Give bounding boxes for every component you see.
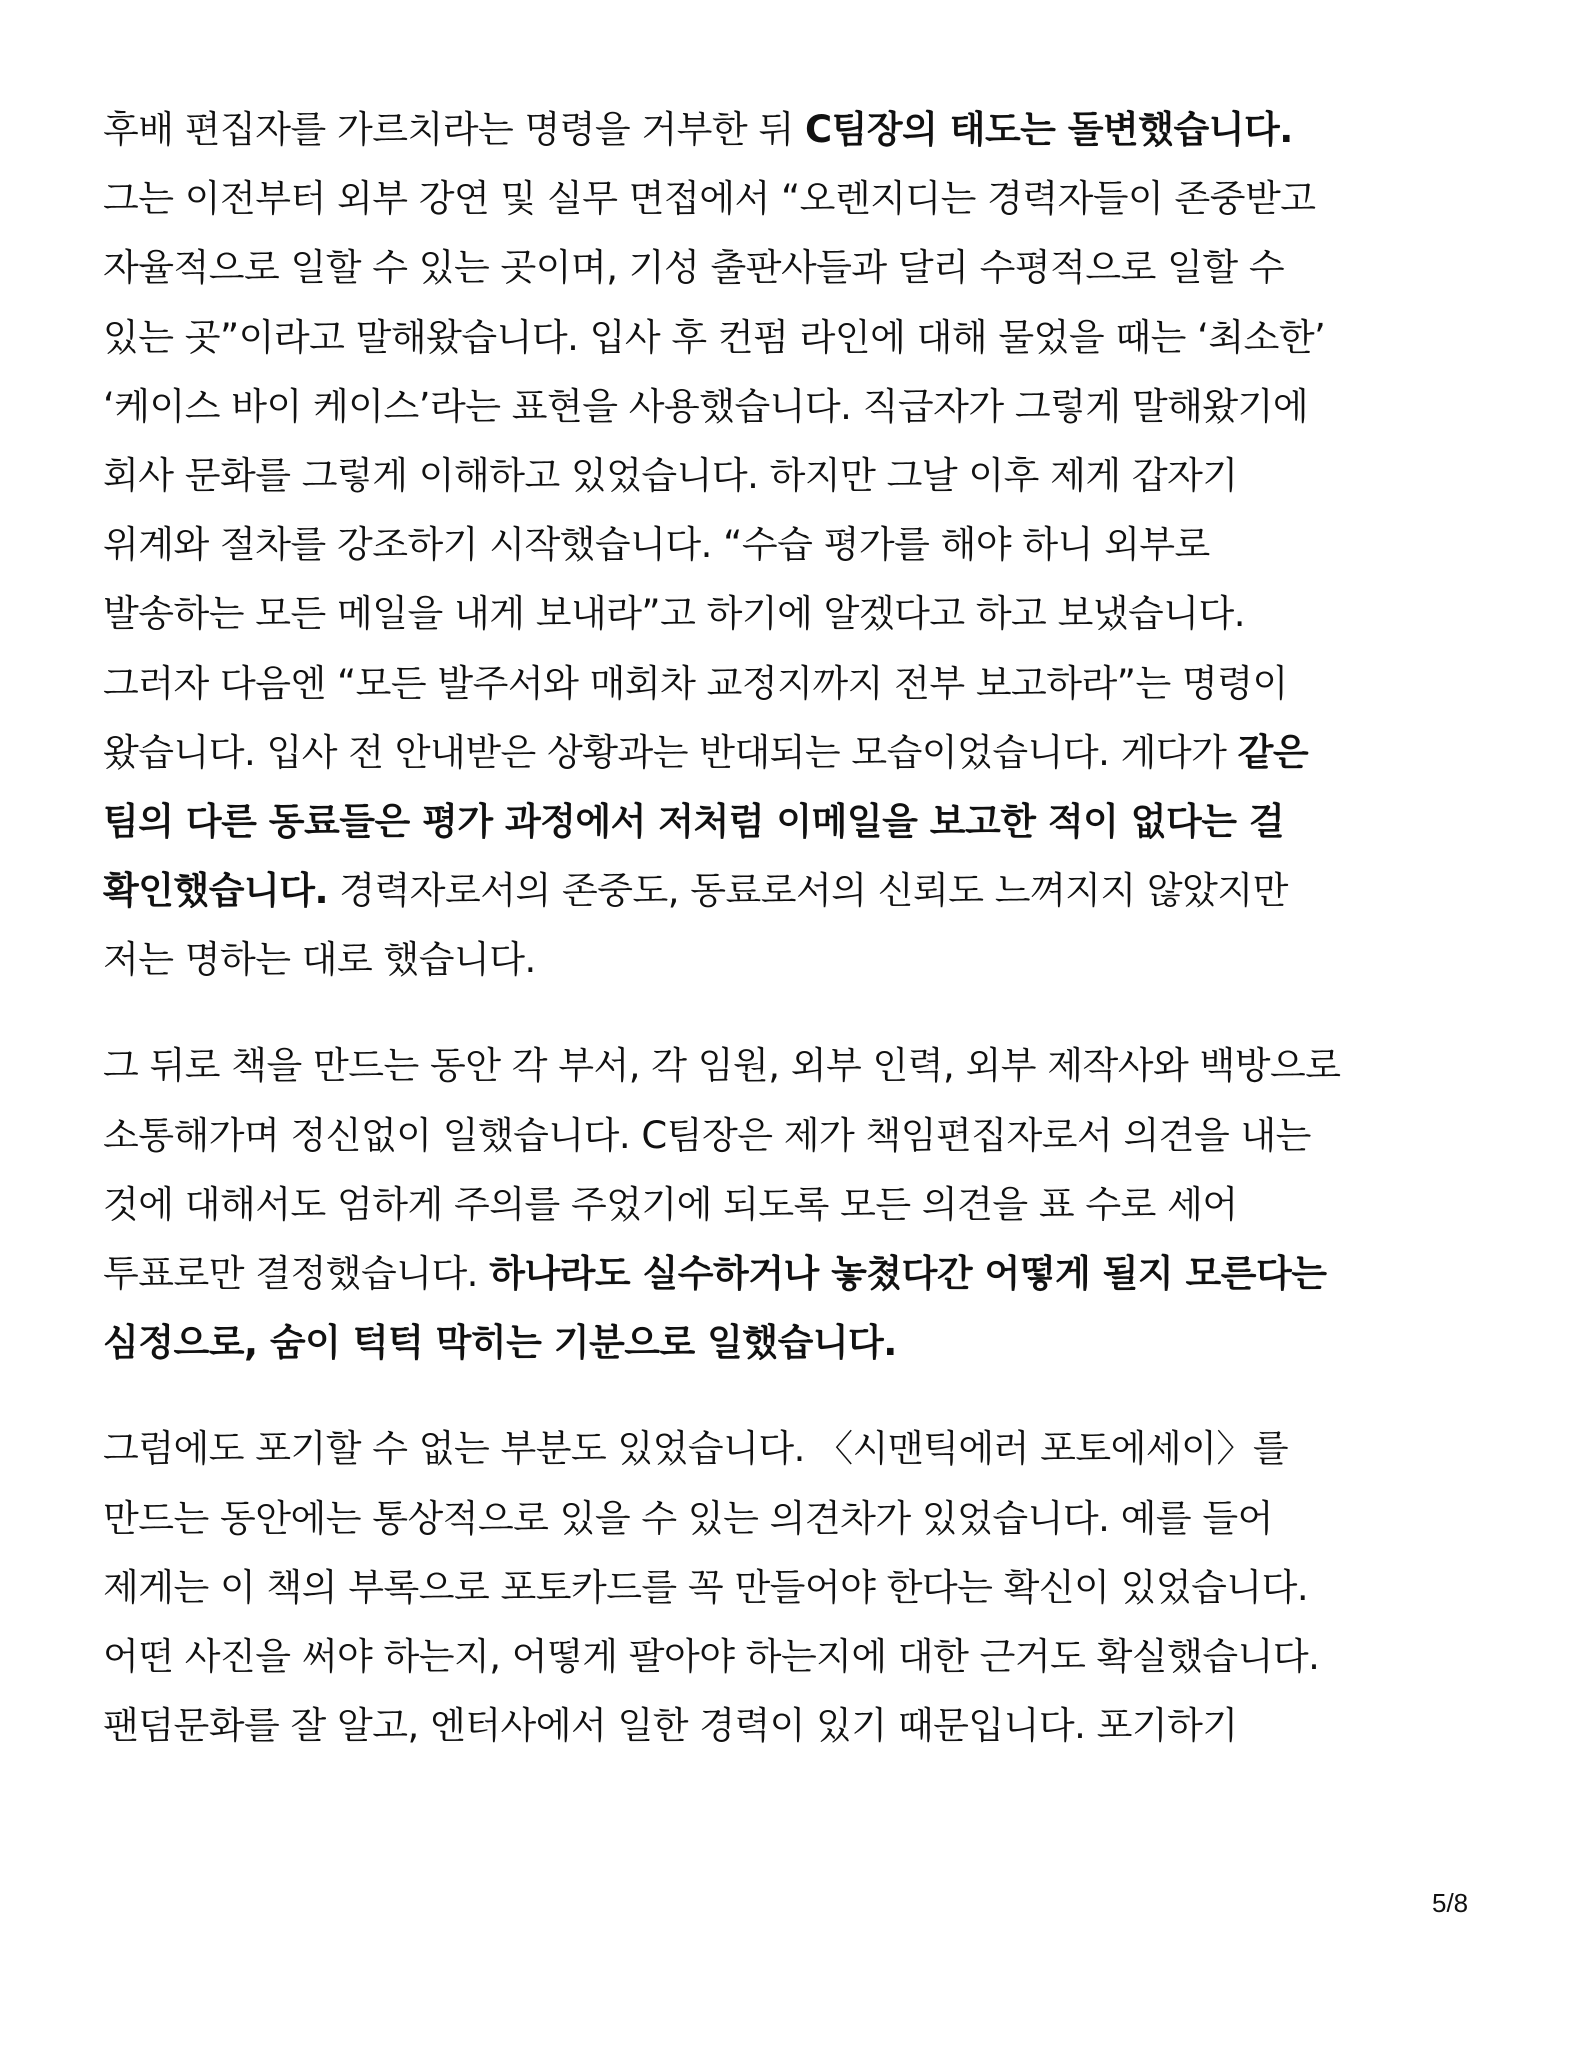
- bold-text: 심정으로, 숨이 턱턱 막히는 기분으로 일했습니다.: [103, 1321, 897, 1365]
- bold-text: 확인했습니다.: [103, 869, 329, 913]
- paragraph: [103, 100, 1503, 999]
- body-text: 왔습니다. 입사 전 안내받은 상황과는 반대되는 모습이었습니다. 게다가: [103, 730, 1238, 774]
- text-line: [103, 100, 1503, 169]
- body-text: 발송하는 모든 메일을 내게 보내라”고 하기에 알겠다고 하고 보냈습니다.: [103, 592, 1246, 636]
- body-text: 팬덤문화를 잘 알고, 엔터사에서 일한 경력이 있기 때문입니다. 포기하기: [103, 1704, 1238, 1748]
- text-line: [103, 446, 1503, 515]
- text-line: [103, 1696, 1503, 1765]
- text-line: [103, 1627, 1503, 1696]
- text-line: [103, 1419, 1503, 1488]
- text-line: [103, 792, 1503, 861]
- text-line: [103, 1313, 1503, 1382]
- bold-text: 같은: [1237, 730, 1309, 774]
- body-text: 그러자 다음엔 “모든 발주서와 매회차 교정지까지 전부 보고하라”는 명령이: [103, 661, 1288, 705]
- body-text: 자율적으로 일할 수 있는 곳이며, 기성 출판사들과 달리 수평적으로 일할 수: [103, 246, 1285, 290]
- body-text: 있는 곳”이라고 말해왔습니다. 입사 후 컨펌 라인에 대해 물었을 때는 ‘최소한’: [103, 315, 1326, 359]
- text-line: [103, 377, 1503, 446]
- paragraph: [103, 1419, 1503, 1765]
- text-line: [103, 308, 1503, 377]
- body-text: 어떤 사진을 써야 하는지, 어떻게 팔아야 하는지에 대한 근거도 확실했습니다.: [103, 1634, 1320, 1678]
- text-line: [103, 654, 1503, 723]
- bold-text: 하나라도 실수하거나 놓쳤다간 어떻게 될지 모른다는: [489, 1252, 1327, 1295]
- body-text: 소통해가며 정신없이 일했습니다. C팀장은 제가 책임편집자로서 의견을 내는: [103, 1113, 1311, 1157]
- body-text: 제게는 이 책의 부록으로 포토카드를 꼭 만들어야 한다는 확신이 있었습니다.: [103, 1565, 1309, 1609]
- body-text: 후배 편집자를 가르치라는 명령을 거부한 뒤: [103, 108, 805, 151]
- bold-text: 팀의 다른 동료들은 평가 과정에서 저처럼 이메일을 보고한 적이 없다는 걸: [103, 799, 1285, 843]
- body-text: 위계와 절차를 강조하기 시작했습니다. “수습 평가를 해야 하니 외부로: [103, 523, 1210, 567]
- body-text: 것에 대해서도 엄하게 주의를 주었기에 되도록 모든 의견을 표 수로 세어: [103, 1182, 1238, 1226]
- bold-text: C팀장의 태도는 돌변했습니다.: [804, 108, 1293, 151]
- text-line: [103, 1489, 1503, 1558]
- text-line: [103, 1244, 1503, 1313]
- body-text: ‘케이스 바이 케이스’라는 표현을 사용했습니다. 직급자가 그렇게 말해왔기에: [103, 384, 1309, 428]
- text-line: [103, 169, 1503, 238]
- body-text: 그는 이전부터 외부 강연 및 실무 면접에서 “오렌지디는 경력자들이 존중받고: [103, 177, 1316, 221]
- text-line: [103, 1558, 1503, 1627]
- text-line: [103, 1175, 1503, 1244]
- body-text: 그럼에도 포기할 수 없는 부분도 있었습니다. 〈시맨틱에러 포토에세이〉를: [103, 1427, 1289, 1471]
- text-line: [103, 515, 1503, 584]
- body-text: 투표로만 결정했습니다.: [103, 1252, 490, 1295]
- paragraph: [103, 1036, 1503, 1382]
- document-body: [103, 100, 1503, 1802]
- body-text: 회사 문화를 그렇게 이해하고 있었습니다. 하지만 그날 이후 제게 갑자기: [103, 453, 1238, 497]
- body-text: 만드는 동안에는 통상적으로 있을 수 있는 의견차가 있었습니다. 예를 들어: [103, 1496, 1273, 1540]
- body-text: 경력자로서의 존중도, 동료로서의 신뢰도 느껴지지 않았지만: [328, 869, 1288, 913]
- text-line: [103, 1036, 1503, 1105]
- text-line: [103, 1106, 1503, 1175]
- text-line: [103, 723, 1503, 792]
- text-line: [103, 861, 1503, 930]
- text-line: [103, 238, 1503, 307]
- text-line: [103, 584, 1503, 653]
- body-text: 그 뒤로 책을 만드는 동안 각 부서, 각 임원, 외부 인력, 외부 제작사와 백방으로: [103, 1044, 1341, 1088]
- text-line: [103, 930, 1503, 999]
- body-text: 저는 명하는 대로 했습니다.: [103, 938, 536, 982]
- page-number: 5/8: [1432, 1888, 1469, 1918]
